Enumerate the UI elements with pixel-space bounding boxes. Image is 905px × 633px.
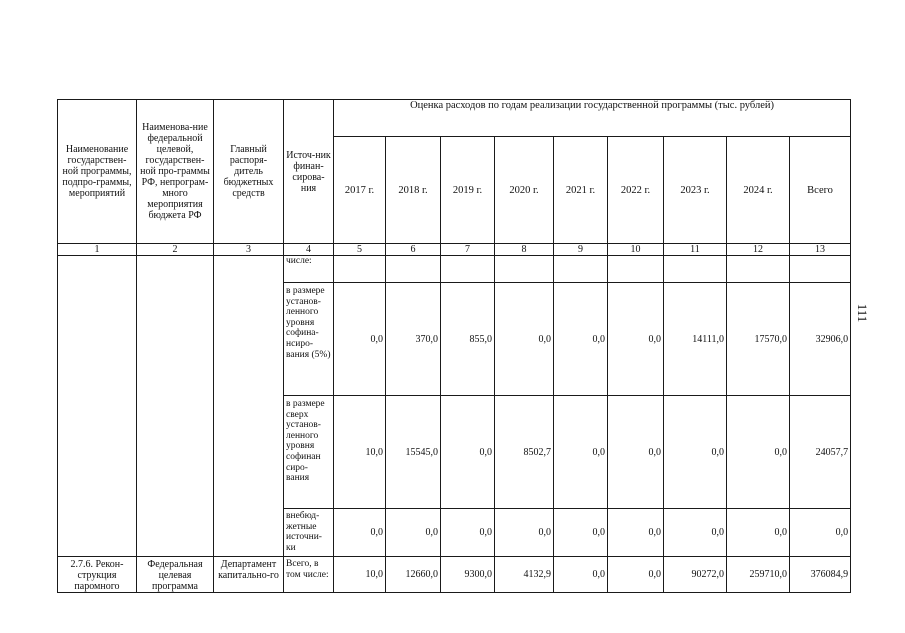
value-cell: 10,0 [334,396,386,509]
table-row [58,256,851,283]
value-cell [554,256,608,283]
value-cell: 0,0 [727,509,790,557]
value-cell: 0,0 [608,396,664,509]
column-number: 2 [137,244,214,256]
federal-program-cell: Федеральная целевая программа [137,557,214,593]
funding-source-cell: Всего, в том числе: [284,557,334,593]
header-year: 2024 г. [727,137,790,244]
header-year: 2017 г. [334,137,386,244]
value-cell: 0,0 [554,509,608,557]
value-cell: 0,0 [441,509,495,557]
budget-manager-cell [214,256,284,557]
funding-source-cell: внебюд-жетные источни-ки [284,509,334,557]
value-cell: 0,0 [608,509,664,557]
value-cell: 0,0 [386,509,441,557]
value-cell: 9300,0 [441,557,495,593]
value-cell [664,256,727,283]
value-cell: 14111,0 [664,283,727,396]
value-cell: 12660,0 [386,557,441,593]
header-estimate-title: Оценка расходов по годам реализации государственной программы (тыс. рублей) [334,100,851,137]
value-cell: 0,0 [664,396,727,509]
value-cell: 0,0 [554,557,608,593]
header-year: 2020 г. [495,137,554,244]
column-number: 10 [608,244,664,256]
column-number: 7 [441,244,495,256]
program-name-cell: 2.7.6. Рекон-струкция паромного [58,557,137,593]
value-cell [790,256,851,283]
column-number: 9 [554,244,608,256]
value-cell: 370,0 [386,283,441,396]
value-cell: 0,0 [554,396,608,509]
column-number: 5 [334,244,386,256]
column-number: 13 [790,244,851,256]
column-number-row [58,244,851,256]
value-cell: 0,0 [495,283,554,396]
header-federal-program: Наименова-ние федеральной целевой, государствен-ной про-граммы РФ, непрограм-много мероприятия бюджета РФ [137,100,214,244]
value-cell: 259710,0 [727,557,790,593]
header-total: Всего [790,137,851,244]
value-cell: 90272,0 [664,557,727,593]
value-cell [386,256,441,283]
value-cell: 8502,7 [495,396,554,509]
federal-program-cell [137,256,214,557]
column-number: 3 [214,244,284,256]
page-number: 111 [855,303,870,323]
value-cell: 0,0 [441,396,495,509]
header-year: 2022 г. [608,137,664,244]
value-cell: 0,0 [790,509,851,557]
value-cell: 4132,9 [495,557,554,593]
header-row-top [58,100,851,137]
value-cell: 0,0 [334,509,386,557]
column-number: 6 [386,244,441,256]
header-year: 2019 г. [441,137,495,244]
value-cell: 855,0 [441,283,495,396]
funding-source-cell: в размере установ-ленного уровня софина-нсиро-вания (5%) [284,283,334,396]
header-budget-manager: Главный распоря-дитель бюджетных средств [214,100,284,244]
value-cell: 0,0 [608,557,664,593]
budget-manager-cell: Департамент капитально-го [214,557,284,593]
header-program-name: Наименование государствен-ной программы, подпро-граммы, мероприятий [58,100,137,244]
value-cell: 0,0 [608,283,664,396]
value-cell: 32906,0 [790,283,851,396]
value-cell: 17570,0 [727,283,790,396]
value-cell: 15545,0 [386,396,441,509]
value-cell [441,256,495,283]
header-year: 2021 г. [554,137,608,244]
value-cell [608,256,664,283]
column-number: 4 [284,244,334,256]
value-cell: 0,0 [664,509,727,557]
table-row [58,557,851,593]
funding-source-cell: числе: [284,256,334,283]
funding-source-cell: в размере сверх установ-ленного уровня софинан сиро-вания [284,396,334,509]
value-cell: 0,0 [334,283,386,396]
header-funding-source: Источ-ник финан-сирова-ния [284,100,334,244]
header-year: 2018 г. [386,137,441,244]
value-cell: 10,0 [334,557,386,593]
header-year: 2023 г. [664,137,727,244]
value-cell [495,256,554,283]
value-cell [334,256,386,283]
program-name-cell [58,256,137,557]
value-cell: 0,0 [554,283,608,396]
value-cell: 376084,9 [790,557,851,593]
budget-table [57,99,851,593]
value-cell: 24057,7 [790,396,851,509]
column-number: 8 [495,244,554,256]
column-number: 1 [58,244,137,256]
column-number: 12 [727,244,790,256]
column-number: 11 [664,244,727,256]
value-cell [727,256,790,283]
value-cell: 0,0 [727,396,790,509]
value-cell: 0,0 [495,509,554,557]
